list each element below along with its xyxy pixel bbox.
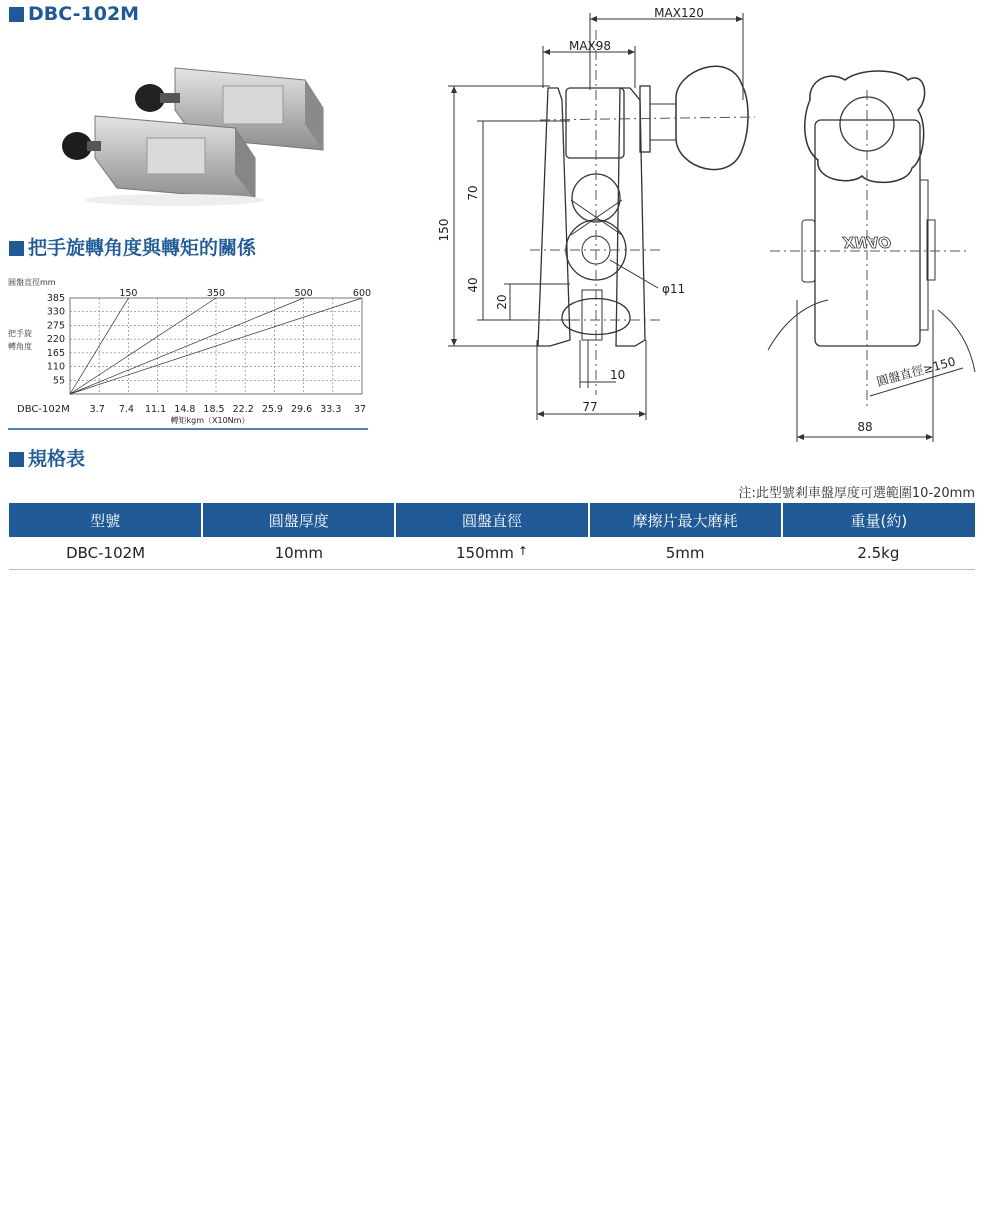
header-disc-diameter: 圓盤直徑 (395, 503, 588, 537)
chart-series-label: 150 (119, 288, 138, 299)
dim-phi11: φ11 (662, 282, 686, 296)
brand-logo: XNAO (842, 233, 892, 251)
chart-side-label-1: 把手旋 (8, 329, 32, 338)
chart-x-tick-label: 3.7 (89, 404, 105, 415)
cell-weight: 2.5kg (782, 537, 975, 570)
dim-20: 20 (495, 294, 509, 310)
chart-y-title: 圓盤直徑mm (8, 278, 56, 287)
chart-series-label: 350 (206, 288, 226, 299)
chart-y-tick-label: 385 (46, 293, 65, 304)
technical-drawing (430, 0, 985, 450)
title-square-icon (9, 452, 24, 467)
spec-header-row (9, 503, 975, 537)
chart-series-label: 500 (294, 288, 313, 299)
dim-70: 70 (466, 185, 480, 201)
cell-disc-thickness: 10mm (202, 537, 395, 570)
torque-section-title: 把手旋轉角度與轉矩的關係 (9, 237, 256, 259)
chart-y-tick-label: 220 (46, 334, 65, 346)
header-weight: 重量(約) (782, 503, 975, 537)
model-title: DBC-102M (9, 3, 139, 25)
chart-x-tick-label: 33.3 (320, 404, 342, 415)
chart-x-tick-label: 7.4 (118, 404, 134, 415)
header-max-wear: 摩擦片最大磨耗 (589, 503, 782, 537)
cell-disc-diameter (395, 537, 588, 570)
cell-max-wear: 5mm (589, 537, 782, 570)
title-square-icon (9, 241, 24, 256)
chart-x-tick-label: 29.6 (291, 404, 313, 415)
chart-y-tick-label: 275 (46, 320, 65, 332)
dim-10: 10 (610, 368, 626, 382)
arrow-up-icon: ↑ (517, 544, 528, 558)
spec-note: 注:此型號剎車盤厚度可選範圍10-20mm (738, 486, 975, 501)
dim-88: 88 (857, 420, 873, 434)
chart-series-line (70, 298, 216, 394)
chart-x-tick-label: 22.2 (232, 404, 254, 415)
cell-disc-diameter-value: 150mm (456, 544, 514, 562)
dim-40: 40 (466, 277, 480, 293)
chart-y-tick-label: 110 (46, 361, 65, 373)
chart-x-tick-label: 37 (353, 404, 367, 415)
chart-x-tick-label: 18.5 (203, 404, 225, 415)
chart-x-row-label: DBC-102M (17, 404, 70, 415)
spec-section-title: 規格表 (9, 448, 85, 470)
chart-y-tick-label: 165 (46, 347, 65, 359)
header-model: 型號 (9, 503, 202, 537)
table-row (9, 537, 975, 570)
chart-y-tick-label: 330 (46, 306, 65, 318)
disc-diameter-note: 圓盤直徑≥150 (875, 354, 957, 389)
chart-y-tick-label: 55 (52, 375, 65, 387)
product-photo (55, 50, 335, 210)
title-square-icon (9, 7, 24, 22)
dim-77: 77 (582, 400, 598, 414)
chart-x-tick-label: 11.1 (145, 404, 167, 415)
chart-x-tick-label: 25.9 (261, 404, 283, 415)
chart-series-label: 600 (352, 288, 372, 299)
dim-max98: MAX98 (568, 39, 612, 53)
torque-angle-chart (0, 272, 372, 432)
chart-side-label-2: 轉角度 (8, 342, 32, 351)
chart-plot-area (47, 288, 371, 415)
header-disc-thickness: 圓盤厚度 (202, 503, 395, 537)
dim-max120: MAX120 (654, 6, 704, 20)
dim-150: 150 (437, 218, 451, 242)
chart-x-tick-label: 14.8 (174, 404, 196, 415)
cell-model: DBC-102M (9, 537, 202, 570)
spec-table (9, 503, 975, 570)
chart-x-label: 轉矩kgm（X10Nm） (170, 416, 250, 425)
